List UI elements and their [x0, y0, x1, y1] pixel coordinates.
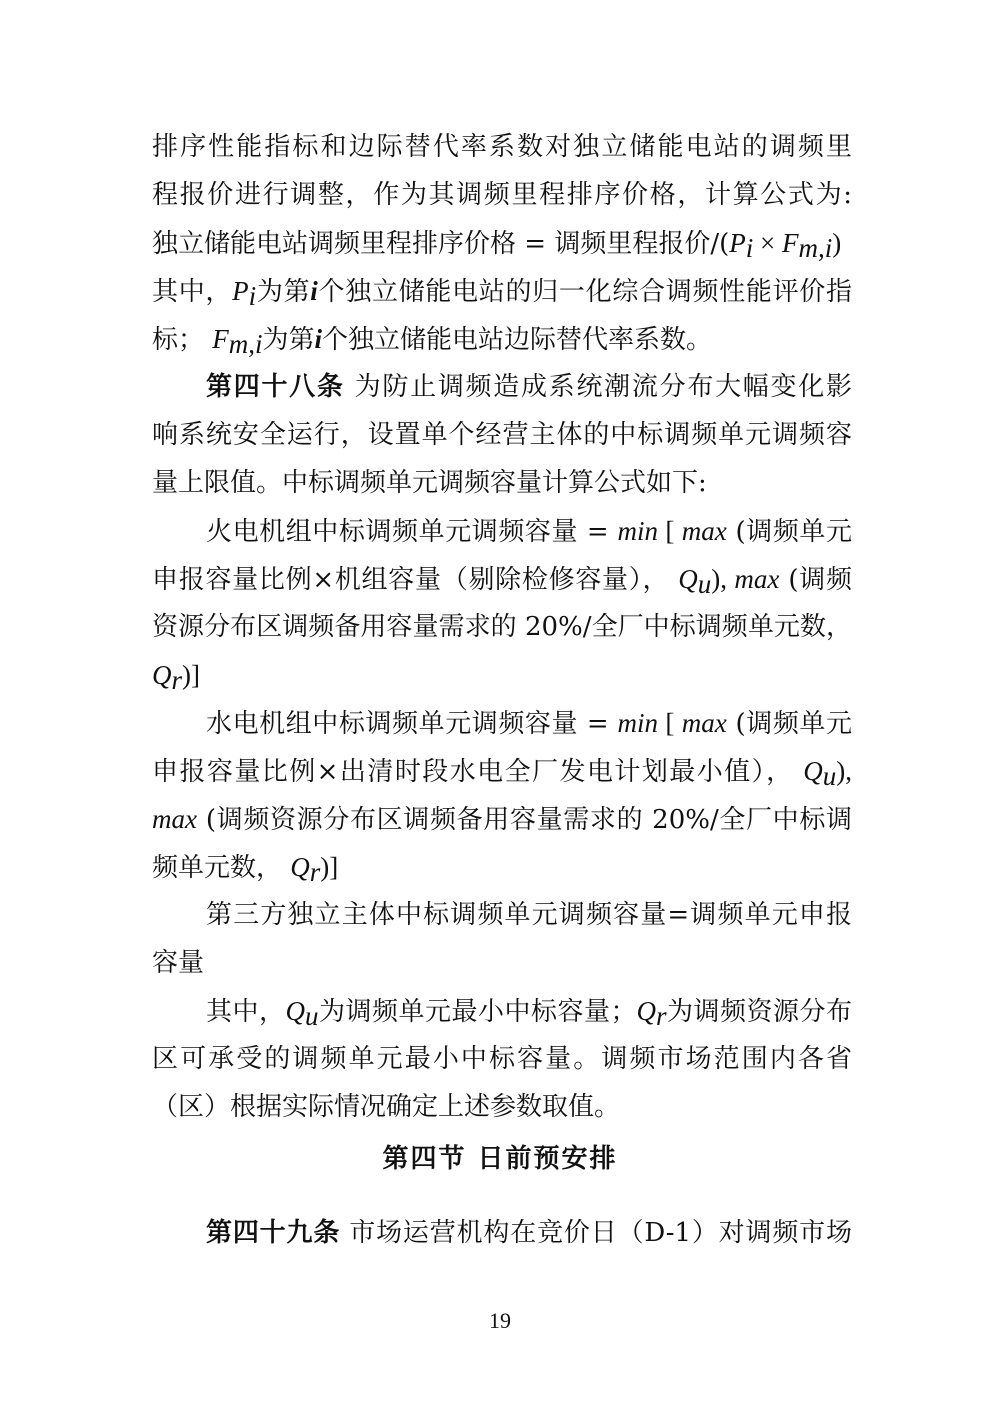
article-48-title: 第四十八条	[206, 372, 345, 402]
formula-line-third-party: 第三方独立主体中标调频单元调频容量=调频单元申报	[206, 900, 852, 930]
formula-line-hydro: 申报容量比例×出清时段水电全厂发电计划最小值）， $Q_u$),	[152, 756, 852, 791]
page-number: 19	[489, 1308, 511, 1333]
article-49-heading-line: 第四十九条 市场运营机构在竞价日（D-1）对调频市场	[206, 1218, 852, 1248]
text-line: 量上限值。中标调频单元调频容量计算公式如下:	[152, 468, 707, 498]
formula-line-hydro: max (调频资源分布区调频备用容量需求的 20%/全厂中标调	[152, 804, 852, 835]
text-line: 程报价进行调整，作为其调频里程排序价格，计算公式为:	[152, 180, 852, 210]
formula-line-thermal: 资源分布区调频备用容量需求的 20%/全厂中标调频单元数，	[152, 612, 852, 642]
text-line: 排序性能指标和边际替代率系数对独立储能电站的调频里	[152, 132, 852, 162]
formula-line-sorting-price: 独立储能电站调频里程排序价格 = 调频里程报价$/(P_i \times F_{m,i})$	[152, 228, 842, 263]
formula-line-thermal: $Q_r$)]	[152, 660, 200, 695]
article-49-title: 第四十九条	[206, 1218, 341, 1248]
section-title: 第四节 日前预安排	[382, 1144, 618, 1174]
formula-line-thermal: 火电机组中标调频单元调频容量 = min [ max (调频单元	[206, 516, 852, 547]
text-line: 响系统安全运行，设置单个经营主体的中标调频单元调频容	[152, 420, 852, 450]
text-line: 其中，$Q_u$为调频单元最小中标容量；$Q_r$为调频资源分布	[206, 996, 852, 1031]
text-line: 区可承受的调频单元最小中标容量。调频市场范围内各省	[152, 1044, 852, 1074]
formula-line-third-party: 容量	[152, 948, 205, 978]
text-line: （区）根据实际情况确定上述参数取值。	[152, 1092, 621, 1122]
formula-line-thermal: 申报容量比例×机组容量（剔除检修容量）， $Q_u$), max (调频	[152, 564, 852, 599]
formula-line-hydro: 水电机组中标调频单元调频容量 = min [ max (调频单元	[206, 708, 852, 739]
text-line: 其中，$P_i$为第i个独立储能电站的归一化综合调频性能评价指	[152, 276, 852, 311]
article-48-heading-line: 第四十八条 为防止调频造成系统潮流分布大幅变化影	[206, 372, 852, 402]
text-line: 标； $F_{m,i}$为第i个独立储能电站边际替代率系数。	[152, 324, 713, 359]
formula-line-hydro: 频单元数， $Q_r$)]	[152, 852, 339, 887]
